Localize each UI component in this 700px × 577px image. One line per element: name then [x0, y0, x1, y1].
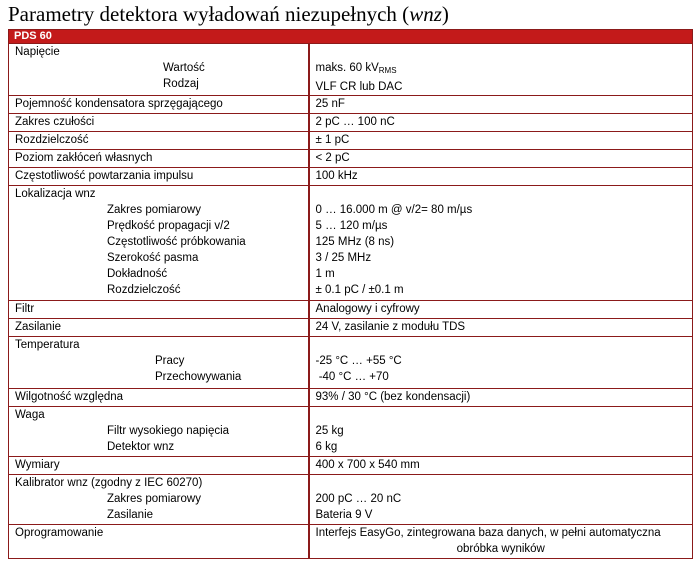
table-header-row: [9, 30, 693, 44]
param-label: Temperatura: [15, 339, 80, 351]
sub-param-label: Filtr wysokiego napięcia: [107, 425, 230, 437]
table-header: PDS 60: [9, 30, 693, 44]
title-text: Parametry detektora wyładowań niezupełnych (: [8, 2, 410, 26]
table-row: [9, 150, 693, 168]
param-cell: [9, 337, 309, 389]
value-text: maks. 60 kV: [315, 62, 379, 74]
sub-param-label: Rozdzielczość: [107, 284, 181, 296]
value-line: -40 °C … +70: [315, 371, 389, 383]
value-cell: 24 V, zasilanie z modułu TDS: [309, 319, 693, 337]
table-row: [9, 319, 693, 337]
value-cell: 2 pC … 100 nC: [309, 114, 693, 132]
param-label: Wymiary: [9, 457, 309, 475]
sub-param-label: Szerokość pasma: [107, 252, 199, 264]
table-row: [9, 475, 693, 525]
value-cell: [309, 337, 693, 389]
sub-param-label: Dokładność: [107, 268, 168, 280]
value-cell: [309, 407, 693, 457]
sub-param-label: Zakres pomiarowy: [107, 204, 201, 216]
value-line: 125 MHz (8 ns): [315, 236, 395, 248]
value-line: 200 pC … 20 nC: [315, 493, 402, 505]
value-line-continued: obróbka wyników: [456, 543, 545, 555]
param-label: Napięcie: [15, 46, 60, 58]
param-label: Filtr: [9, 301, 309, 319]
value-cell: [309, 44, 693, 96]
table-row: [9, 44, 693, 96]
value-cell: 100 kHz: [309, 168, 693, 186]
sub-param-label: Pracy: [155, 355, 185, 367]
sub-param-label: Zakres pomiarowy: [107, 493, 201, 505]
param-cell: [9, 475, 309, 525]
param-label: Rozdzielczość: [9, 132, 309, 150]
value-cell: ± 1 pC: [309, 132, 693, 150]
param-label: Waga: [15, 409, 45, 421]
sub-param-label: Prędkość propagacji v/2: [107, 220, 230, 232]
value-line: 25 kg: [315, 425, 344, 437]
param-label: Poziom zakłóceń własnych: [9, 150, 309, 168]
param-label: Zasilanie: [9, 319, 309, 337]
param-cell: [9, 186, 309, 301]
param-label: Częstotliwość powtarzania impulsu: [9, 168, 309, 186]
title-emphasis: wnz: [409, 2, 442, 26]
param-label: Pojemność kondensatora sprzęgającego: [9, 96, 309, 114]
value-line: Bateria 9 V: [315, 509, 373, 521]
param-cell: [9, 407, 309, 457]
value-cell: < 2 pC: [309, 150, 693, 168]
rms-subscript: RMS: [378, 66, 397, 75]
table-row: [9, 168, 693, 186]
value-cell: [309, 525, 693, 559]
sub-param-label: Detektor wnz: [107, 441, 175, 453]
table-row: [9, 407, 693, 457]
param-label: Oprogramowanie: [9, 525, 309, 559]
param-cell: [9, 44, 309, 96]
sub-param-label: Rodzaj: [163, 78, 199, 90]
value-cell: 25 nF: [309, 96, 693, 114]
sub-param-label: Zasilanie: [107, 509, 154, 521]
value-line: 5 … 120 m/µs: [315, 220, 388, 232]
table-row: [9, 96, 693, 114]
sub-param-label: Wartość: [163, 62, 205, 74]
table-row: [9, 301, 693, 319]
spec-table: [8, 29, 693, 559]
table-row: [9, 525, 693, 559]
table-row: [9, 132, 693, 150]
table-row: [9, 114, 693, 132]
table-row: [9, 337, 693, 389]
value-cell: [309, 475, 693, 525]
value-cell: [309, 186, 693, 301]
value-line: 0 … 16.000 m @ v/2= 80 m/µs: [315, 204, 473, 216]
value-line: 6 kg: [315, 441, 338, 453]
value-line: ± 0.1 pC / ±0.1 m: [315, 284, 404, 296]
value-cell: 400 x 700 x 540 mm: [309, 457, 693, 475]
param-label: Lokalizacja wnz: [15, 188, 96, 200]
document-title: [8, 2, 449, 26]
table-row: [9, 457, 693, 475]
value-cell: Analogowy i cyfrowy: [309, 301, 693, 319]
value-line: [316, 60, 693, 79]
value-line: VLF CR lub DAC: [315, 81, 403, 93]
value-line: 1 m: [315, 268, 335, 280]
value-cell: 93% / 30 °C (bez kondensacji): [309, 389, 693, 407]
sub-param-label: Częstotliwość próbkowania: [107, 236, 246, 248]
table-row: [9, 186, 693, 301]
value-line: 3 / 25 MHz: [315, 252, 372, 264]
value-line: Interfejs EasyGo, zintegrowana baza danych, w pełni automatyczna: [315, 527, 661, 539]
value-line: -25 °C … +55 °C: [315, 355, 402, 367]
table-row: [9, 389, 693, 407]
title-close-paren: ): [441, 2, 449, 26]
param-label: Kalibrator wnz (zgodny z IEC 60270): [15, 477, 203, 489]
param-label: Wilgotność względna: [9, 389, 309, 407]
param-label: Zakres czułości: [9, 114, 309, 132]
sub-param-label: Przechowywania: [155, 371, 242, 383]
